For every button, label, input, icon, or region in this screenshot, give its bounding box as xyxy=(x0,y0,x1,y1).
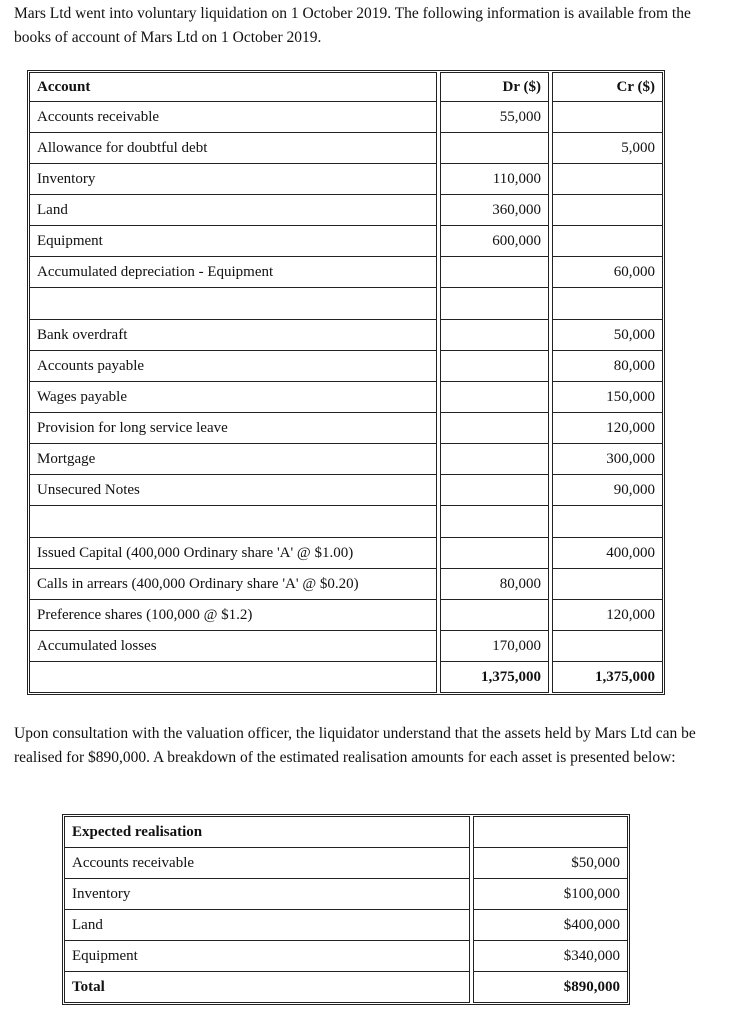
dr-cell xyxy=(441,382,549,413)
account-cell: Accumulated depreciation - Equipment xyxy=(30,257,437,288)
table-row xyxy=(65,879,628,910)
table-row xyxy=(65,941,628,972)
cr-cell: 300,000 xyxy=(553,444,663,475)
table-row xyxy=(30,538,663,569)
cr-cell xyxy=(553,102,663,133)
trial-balance-table xyxy=(29,72,663,693)
total-label-cell: Total xyxy=(65,972,470,1003)
dr-cell xyxy=(441,444,549,475)
account-cell: Accounts payable xyxy=(30,351,437,382)
table-row xyxy=(30,257,663,288)
dr-cell xyxy=(441,320,549,351)
amount-cell: $340,000 xyxy=(474,941,628,972)
dr-cell xyxy=(441,600,549,631)
account-cell: Unsecured Notes xyxy=(30,475,437,506)
account-cell: Calls in arrears (400,000 Ordinary share 'A' @ $0.20) xyxy=(30,569,437,600)
dr-cell: 80,000 xyxy=(441,569,549,600)
account-cell: Land xyxy=(30,195,437,226)
cr-cell xyxy=(553,164,663,195)
dr-cell xyxy=(441,538,549,569)
expected-realisation-table xyxy=(64,816,628,1003)
table-header-row xyxy=(30,73,663,102)
dr-cell xyxy=(441,133,549,164)
total-amount-cell: $890,000 xyxy=(474,972,628,1003)
total-row xyxy=(65,972,628,1003)
account-cell xyxy=(30,288,437,320)
dr-cell xyxy=(441,351,549,382)
intro-paragraph: Mars Ltd went into voluntary liquidation on 1 October 2019. The following information is available from the books of account of Mars Ltd on 1 October 2019. xyxy=(14,5,691,46)
account-cell: Issued Capital (400,000 Ordinary share 'A' @ $1.00) xyxy=(30,538,437,569)
asset-cell: Equipment xyxy=(65,941,470,972)
account-cell: Provision for long service leave xyxy=(30,413,437,444)
dr-cell: 55,000 xyxy=(441,102,549,133)
table-row xyxy=(30,475,663,506)
dr-cell: 110,000 xyxy=(441,164,549,195)
cr-cell: 120,000 xyxy=(553,600,663,631)
asset-cell: Land xyxy=(65,910,470,941)
cr-cell: 120,000 xyxy=(553,413,663,444)
table-row xyxy=(30,631,663,662)
dr-column-header: Dr ($) xyxy=(441,73,549,102)
table-row xyxy=(30,413,663,444)
cr-cell: 90,000 xyxy=(553,475,663,506)
realisation-paragraph: Upon consultation with the valuation officer, the liquidator understand that the assets held by Mars Ltd can be realised for $890,000. A breakdown of the estimated realisation amounts for each asset is presented below: xyxy=(14,725,696,766)
total-cr-cell: 1,375,000 xyxy=(553,662,663,693)
cr-cell: 400,000 xyxy=(553,538,663,569)
table-row xyxy=(30,320,663,351)
dr-cell xyxy=(441,413,549,444)
dr-cell xyxy=(441,257,549,288)
account-cell: Preference shares (100,000 @ $1.2) xyxy=(30,600,437,631)
cr-cell xyxy=(553,631,663,662)
table-row xyxy=(65,910,628,941)
table-row xyxy=(30,102,663,133)
table-row xyxy=(30,164,663,195)
table-row xyxy=(30,600,663,631)
account-cell: Inventory xyxy=(30,164,437,195)
cr-column-header: Cr ($) xyxy=(553,73,663,102)
spacer-row xyxy=(30,506,663,538)
expected-realisation-header: Expected realisation xyxy=(65,817,470,848)
dr-cell: 360,000 xyxy=(441,195,549,226)
account-cell: Bank overdraft xyxy=(30,320,437,351)
cr-cell xyxy=(553,195,663,226)
total-row xyxy=(30,662,663,693)
cr-cell: 150,000 xyxy=(553,382,663,413)
cr-cell xyxy=(553,226,663,257)
dr-cell: 600,000 xyxy=(441,226,549,257)
spacer-row xyxy=(30,288,663,320)
table-header-row xyxy=(65,817,628,848)
account-cell: Mortgage xyxy=(30,444,437,475)
table-row xyxy=(30,226,663,257)
cr-cell: 50,000 xyxy=(553,320,663,351)
dr-cell xyxy=(441,506,549,538)
amount-cell: $100,000 xyxy=(474,879,628,910)
table-row xyxy=(65,848,628,879)
account-column-header: Account xyxy=(30,73,437,102)
account-cell: Accounts receivable xyxy=(30,102,437,133)
account-cell: Equipment xyxy=(30,226,437,257)
dr-cell xyxy=(441,288,549,320)
cr-cell: 60,000 xyxy=(553,257,663,288)
cr-cell xyxy=(553,288,663,320)
cr-cell: 5,000 xyxy=(553,133,663,164)
cr-cell xyxy=(553,569,663,600)
dr-cell xyxy=(441,475,549,506)
account-cell: Wages payable xyxy=(30,382,437,413)
cr-cell xyxy=(553,506,663,538)
total-dr-cell: 1,375,000 xyxy=(441,662,549,693)
table-row xyxy=(30,195,663,226)
amount-cell: $400,000 xyxy=(474,910,628,941)
dr-cell: 170,000 xyxy=(441,631,549,662)
asset-cell: Accounts receivable xyxy=(65,848,470,879)
table-row xyxy=(30,382,663,413)
account-cell: Accumulated losses xyxy=(30,631,437,662)
asset-cell: Inventory xyxy=(65,879,470,910)
account-cell xyxy=(30,506,437,538)
account-cell: Allowance for doubtful debt xyxy=(30,133,437,164)
total-account-cell xyxy=(30,662,437,693)
amount-cell: $50,000 xyxy=(474,848,628,879)
table-row xyxy=(30,569,663,600)
cr-cell: 80,000 xyxy=(553,351,663,382)
table-row xyxy=(30,444,663,475)
table-row xyxy=(30,351,663,382)
table-row xyxy=(30,133,663,164)
